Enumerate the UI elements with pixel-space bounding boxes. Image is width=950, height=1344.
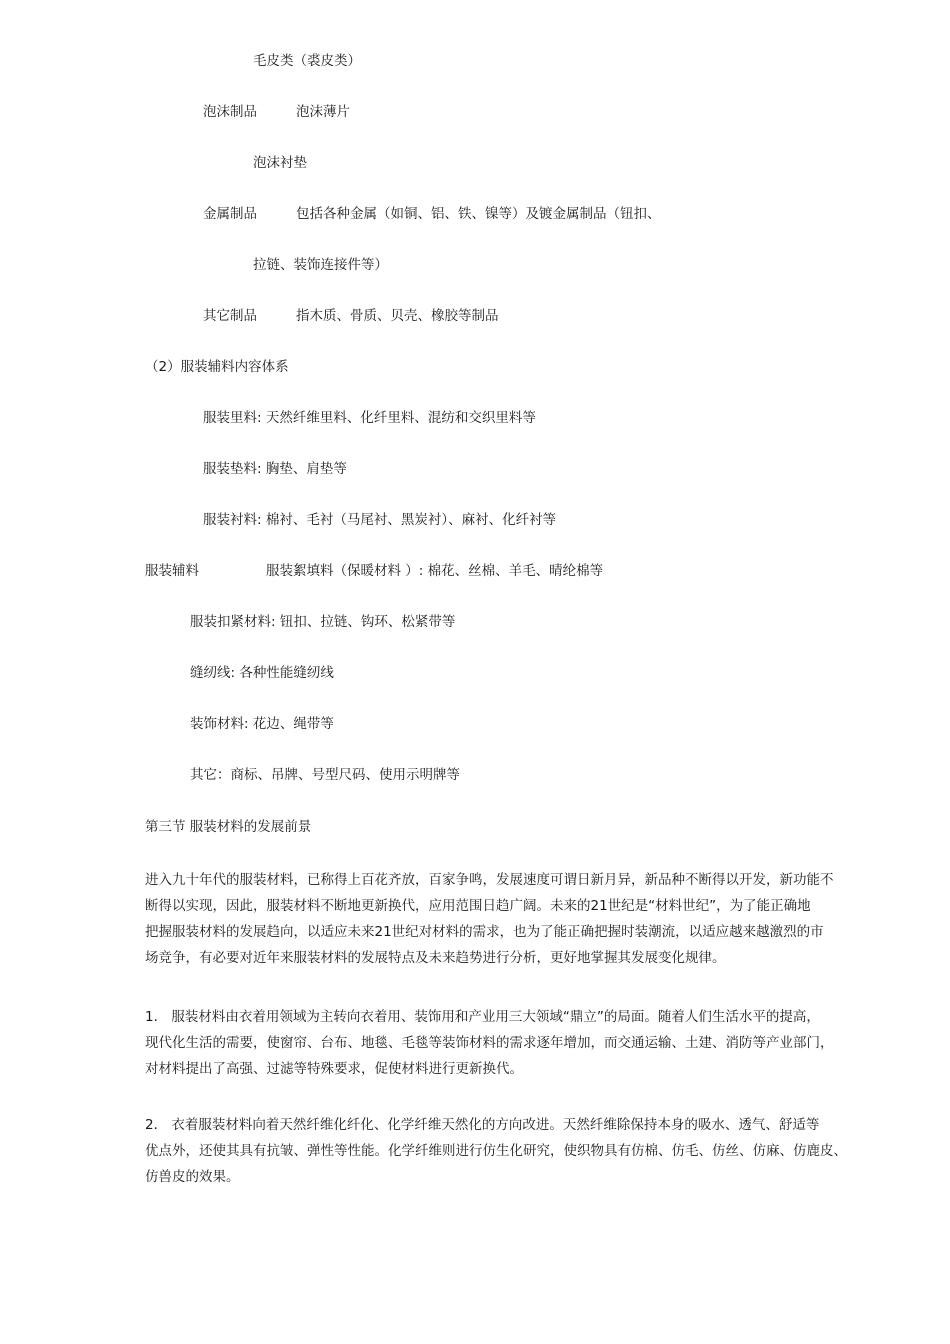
other-description: 指木质、骨质、贝壳、橡胶等制品 — [296, 308, 499, 324]
metal-label: 金属制品 — [203, 206, 257, 222]
accessory-item-fastener: 服装扣紧材料: 钮扣、拉链、钩环、松紧带等 — [190, 614, 456, 630]
paragraph-line: 优点外，还使其具有抗皱、弹性等性能。化学纤维则进行仿生化研究，使织物具有仿棉、仿毛、仿丝、仿麻、仿鹿皮、 — [145, 1143, 847, 1159]
paragraph-line: 进入九十年代的服装材料，已称得上百花齐放，百家争鸣，发展速度可谓日新月异，新品种不断得以开发，新功能不 — [145, 872, 834, 888]
fur-category-text: 毛皮类（裘皮类） — [253, 53, 361, 69]
accessory-item-thread: 缝纫线: 各种性能缝纫线 — [190, 665, 334, 681]
accessory-item-wadding: 服装絮填料（保暖材料 ）: 棉花、丝棉、羊毛、晴纶棉等 — [266, 563, 604, 579]
metal-description-line2: 拉链、装饰连接件等） — [253, 257, 388, 273]
accessory-root-label: 服装辅料 — [145, 563, 199, 579]
paragraph-line: 1． 服装材料由衣着用领域为主转向衣着用、装饰用和产业用三大领域“鼎立”的局面。随着人们生活水平的提高， — [145, 1009, 820, 1025]
intro-paragraph — [145, 867, 893, 971]
foam-item-pad: 泡沫衬垫 — [253, 155, 307, 171]
paragraph-line: 现代化生活的需要，使窗帘、台布、地毯、毛毯等装饰材料的需求逐年增加，而交通运输、土建、消防等产业部门， — [145, 1035, 834, 1051]
section-3-title: 第三节 服装材料的发展前景 — [145, 819, 312, 835]
point-2-paragraph — [145, 1112, 893, 1190]
accessory-item-decoration: 装饰材料: 花边、绳带等 — [190, 716, 334, 732]
paragraph-line: 断得以实现，因此，服装材料不断地更新换代，应用范围日趋广阔。未来的21世纪是“材料世纪”，为了能正确地 — [145, 898, 811, 914]
paragraph-line: 2． 衣着服装材料向着天然纤维化纤化、化学纤维天然化的方向改进。天然纤维除保持本身的吸水、透气、舒适等 — [145, 1117, 820, 1133]
paragraph-line: 场竞争，有必要对近年来服装材料的发展特点及未来趋势进行分析，更好地掌握其发展变化规律。 — [145, 950, 726, 966]
paragraph-line: 把握服装材料的发展趋向，以适应未来21世纪对材料的需求，也为了能正确把握时装潮流，以适应越来越激烈的市 — [145, 924, 824, 940]
foam-item-sheet: 泡沫薄片 — [296, 104, 350, 120]
accessory-item-interlining: 服装衬料: 棉衬、毛衬（马尾衬、黑炭衬）、麻衬、化纤衬等 — [203, 512, 557, 528]
accessory-item-lining: 服装里料: 天然纤维里料、化纤里料、混纺和交织里料等 — [203, 410, 536, 426]
point-1-paragraph — [145, 1004, 893, 1082]
section-2-title: （2）服装辅料内容体系 — [145, 359, 289, 375]
accessory-item-other: 其它：商标、吊牌、号型尺码、使用示明牌等 — [190, 767, 460, 783]
paragraph-line: 对材料提出了高强、过滤等特殊要求，促使材料进行更新换代。 — [145, 1061, 523, 1077]
foam-label: 泡沫制品 — [203, 104, 257, 120]
paragraph-line: 仿兽皮的效果。 — [145, 1169, 240, 1185]
accessory-item-padding: 服装垫料: 胸垫、肩垫等 — [203, 461, 347, 477]
metal-description-line1: 包括各种金属（如铜、铝、铁、镍等）及镀金属制品（钮扣、 — [296, 206, 661, 222]
other-label: 其它制品 — [203, 308, 257, 324]
